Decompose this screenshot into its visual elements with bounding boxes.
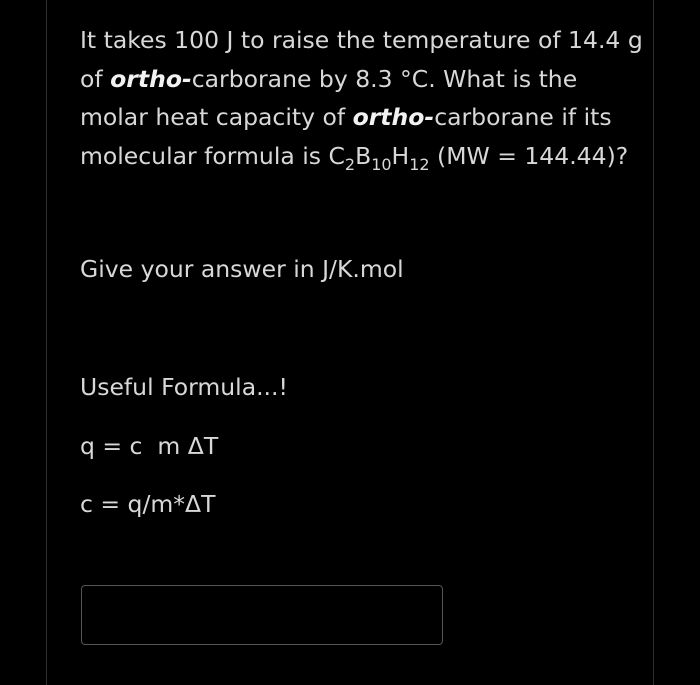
question-text-part: B (355, 141, 372, 170)
formula-line: q = c m ΔT (80, 432, 219, 460)
formula-heading: Useful Formula...! (80, 373, 288, 401)
subscript: 12 (409, 154, 430, 174)
question-text-part: H (391, 141, 410, 170)
subscript: 10 (371, 154, 392, 174)
question-text-part: carborane by 8.3 °C. What is the molar heat capacity of (80, 64, 578, 131)
answer-input[interactable] (81, 585, 443, 645)
formula-line: c = q/m*ΔT (80, 490, 216, 518)
ortho-emphasis: ortho- (352, 103, 435, 131)
question-text-part: carborane if its molecular formula is C (80, 103, 612, 170)
ortho-emphasis: ortho- (110, 64, 192, 93)
answer-units-instruction: Give your answer in J/K.mol (80, 255, 404, 283)
subscript: 2 (344, 154, 356, 174)
question-text-part: It takes 100 J to raise the temperature of 14.4 g of (80, 26, 643, 93)
question-text-part: (MW = 144.44)? (429, 141, 629, 170)
question-text (80, 21, 650, 175)
